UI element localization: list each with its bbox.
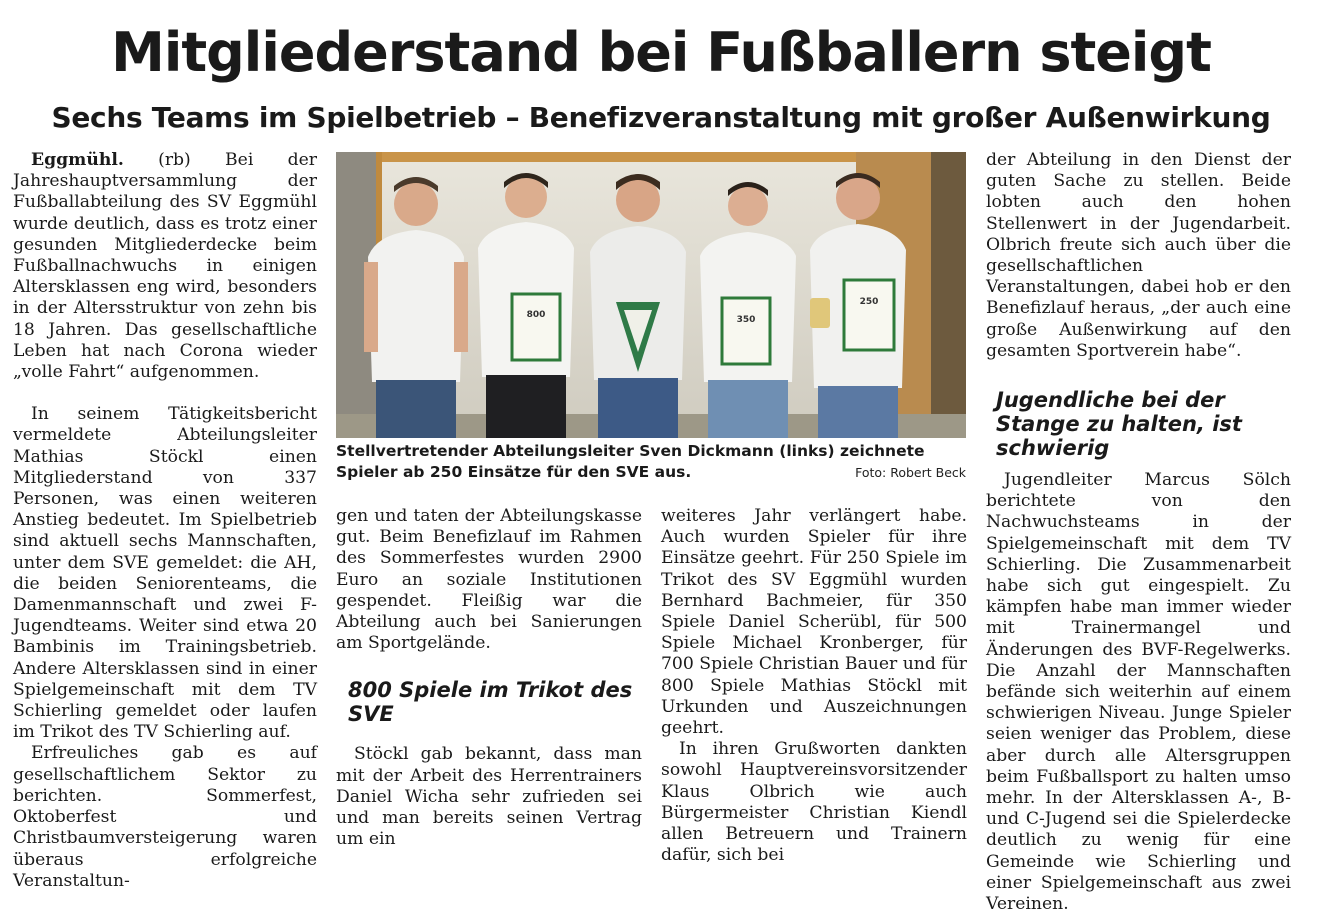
paragraph: In seinem Tätigkeitsbericht vermeldete Abteilungsleiter Mathias Stöckl einen Mitgliederstand von 337 Personen, was einen weiteren Anstieg bedeutet. Im Spielbetrieb sind aktuell sechs Mannschaften, unter dem SVE gemeldet: die AH, die beiden Seniorenteams, die Damenmannschaft und zwei F-Jugendteams. Weiter sind etwa 20 Bambinis im Trainingsbetrieb. Andere Altersklassen sind in einer Spielgemeinschaft mit dem TV Schierling gemeldet oder laufen im Trikot des TV Schierling auf. [13,404,317,743]
paragraph [13,150,317,383]
article-column-3 [661,506,967,866]
team-photo [336,152,966,438]
team-photo-image [336,152,966,438]
headline: Mitgliederstand bei Fußballern steigt [111,21,1211,84]
photo-credit: Foto: Robert Beck [855,465,966,480]
paragraph: gen und taten der Abteilungskasse gut. Beim Benefizlauf im Rahmen des Sommerfestes wurden 2900 Euro an soziale Institutionen gespendet. Fleißig war die Abteilung auch bei Sanierungen am Sportgelände. [336,506,642,654]
article-column-2 [336,506,642,850]
article-column-4 [986,150,1291,915]
paragraph: In ihren Grußworten dankten sowohl Hauptvereinsvorsitzender Klaus Olbrich wie auch Bürgermeister Christian Kiendl allen Betreuern und Trainern dafür, sich bei [661,739,967,866]
subheading: Jugendliche bei der Stange zu halten, ist schwierig [996,388,1242,461]
subheadline: Sechs Teams im Spielbetrieb – Benefizveranstaltung mit großer Außenwirkung [51,101,1271,134]
paragraph: Jugendleiter Marcus Sölch berichtete von den Nachwuchsteams in der Spielgemeinschaft mit dem TV Schierling. Die Zusammenarbeit habe sich gut eingespielt. Zu kämpfen habe man immer wieder mit Trainermangel und Änderungen des BVF-Regelwerks. Die Anzahl der Mannschaften befände sich weiterhin auf einem schwierigen Niveau. Junge Spieler seien weniger das Problem, diese aber durch alle Altersgruppen beim Fußballsport zu halten umso mehr. In der Altersklassen A-, B- und C-Jugend sei die Spielerdecke deutlich zu wenig für eine Gemeinde wie Schierling und einer Spielgemeinschaft aus zwei Vereinen. [986,470,1291,915]
paragraph: Erfreuliches gab es auf gesellschaftlichem Sektor zu berichten. Sommerfest, Oktoberfest und Christbaumversteigerung waren überaus erfolgreiche Veranstaltun- [13,743,317,891]
paragraph: der Abteilung in den Dienst der guten Sache zu stellen. Beide lobten auch den hohen Stellenwert in der Jugendarbeit. Olbrich freute sich auch über die gesellschaftlichen Veranstaltungen, dabei hob er den Benefizlauf heraus, „der auch eine große Außenwirkung auf den gesamten Sportverein habe“. [986,150,1291,361]
photo-caption-text: Stellvertretender Abteilungsleiter Sven Dickmann (links) zeichnete Spieler ab 250 Einsätze für den SVE aus. [336,442,925,481]
paragraph: Stöckl gab bekannt, dass man mit der Arbeit des Herrentrainers Daniel Wicha sehr zufrieden sei und man bereits seinen Vertrag um ein [336,744,642,850]
paragraph: weiteres Jahr verlängert habe. Auch wurden Spieler für ihre Einsätze geehrt. Für 250 Spiele im Trikot des SV Eggmühl wurden Bernhard Bachmeier, für 350 Spiele Daniel Scherübl, für 500 Spiele Michael Kronberger, für 700 Spiele Christian Bauer und für 800 Spiele Mathias Stöckl mit Urkunden und Auszeichnungen geehrt. [661,506,967,739]
article-column-1 [13,150,317,892]
certificate-number: 800 [526,310,546,320]
paragraph-text: (rb) Bei der Jahreshauptversammlung der Fußballabteilung des SV Eggmühl wurde deutlich, dass es trotz einer gesunden Mitgliederdecke beim Fußballnachwuchs in einigen Altersklassen eng wird, besonders in der Altersstruktur von zehn bis 18 Jahren. Das gesellschaftliche Leben hat nach Corona wieder „volle Fahrt“ aufgenommen. [13,150,317,383]
certificate-number: 350 [736,315,756,325]
dateline: Eggmühl. [31,150,124,170]
subheading: 800 Spiele im Trikot des SVE [348,678,633,727]
certificate-number: 250 [859,297,879,307]
